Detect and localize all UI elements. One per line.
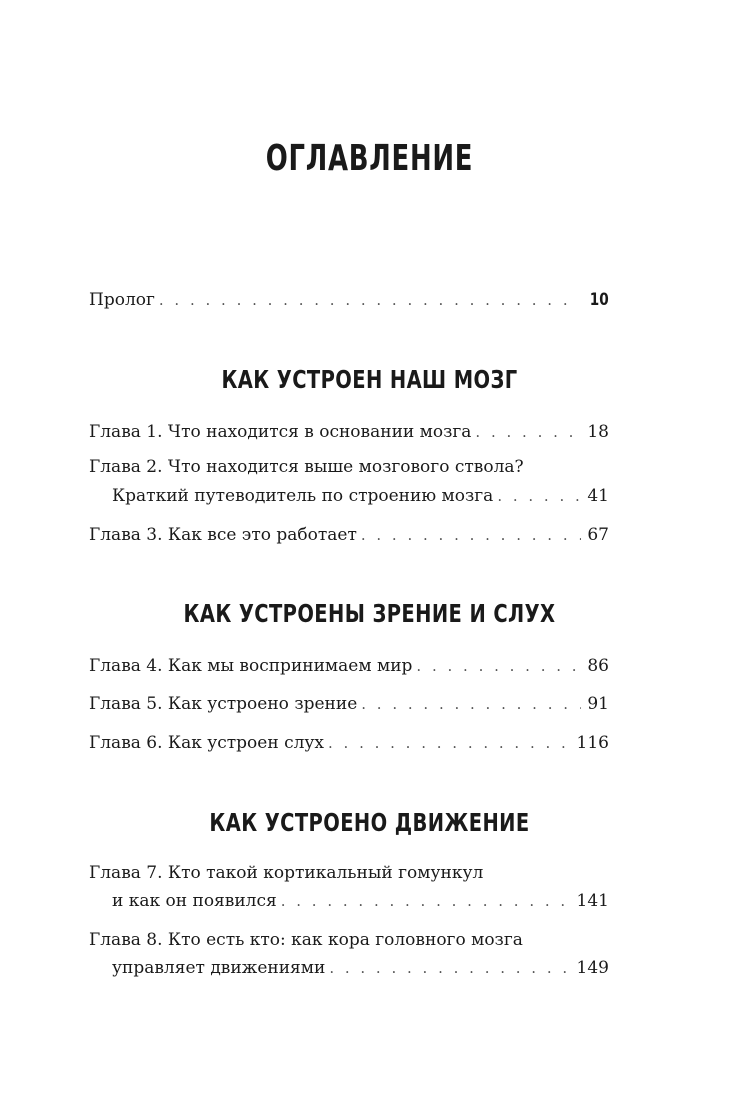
toc-page-number: 86 [587, 656, 609, 676]
dot-leader [416, 657, 581, 675]
toc-entry-label: Глава 3. Как все это работает [89, 525, 357, 545]
toc-entry-chapter-4[interactable] [89, 656, 609, 680]
toc-entry-label: Глава 2. Что находится выше мозгового ствола? [89, 457, 524, 477]
toc-entry-label: Глава 7. Кто такой кортикальный гомункул [89, 863, 484, 883]
section-heading: КАК УСТРОЕНЫ ЗРЕНИЕ И СЛУХ [183, 599, 556, 628]
dot-leader [361, 526, 582, 544]
toc-entry-label: Глава 8. Кто есть кто: как кора головного мозга [89, 930, 523, 950]
toc-page-number: 91 [587, 694, 609, 714]
toc-entry-chapter-1[interactable] [89, 422, 609, 446]
dot-leader [497, 487, 581, 505]
toc-entry-chapter-6[interactable] [89, 733, 609, 757]
dot-leader [475, 423, 581, 441]
section-heading: КАК УСТРОЕН НАШ МОЗГ [221, 365, 518, 394]
dot-leader [361, 695, 581, 713]
toc-entry-chapter-3[interactable] [89, 525, 609, 549]
page-title: ОГЛАВЛЕНИЕ [265, 138, 474, 179]
toc-entry-label-continued: управляет движениями [112, 958, 326, 978]
toc-entry-label: Глава 5. Как устроено зрение [89, 694, 358, 714]
section-heading: КАК УСТРОЕНО ДВИЖЕНИЕ [209, 808, 530, 837]
dot-leader [281, 892, 571, 910]
toc-entry-label: Глава 4. Как мы воспринимаем мир [89, 656, 413, 676]
dot-leader [159, 291, 579, 309]
toc-page-number: 141 [576, 891, 609, 911]
toc-entry-prologue[interactable] [89, 290, 609, 314]
toc-entry-label: Глава 1. Что находится в основании мозга [89, 422, 472, 442]
toc-entry-chapter-5[interactable] [89, 694, 609, 718]
toc-entry-label-continued: Краткий путеводитель по строению мозга [112, 486, 494, 506]
toc-page-number: 18 [587, 422, 609, 442]
toc-entry-label: Пролог [89, 290, 155, 310]
toc-page-number: 67 [587, 525, 609, 545]
toc-entry-label: Глава 6. Как устроен слух [89, 733, 324, 753]
toc-page-number: 10 [590, 290, 609, 310]
toc-entry-label-continued: и как он появился [112, 891, 277, 911]
toc-page-number: 149 [576, 958, 609, 978]
toc-page-number: 116 [576, 733, 609, 753]
toc-page-number: 41 [587, 486, 609, 506]
dot-leader [328, 734, 571, 752]
dot-leader [329, 959, 570, 977]
